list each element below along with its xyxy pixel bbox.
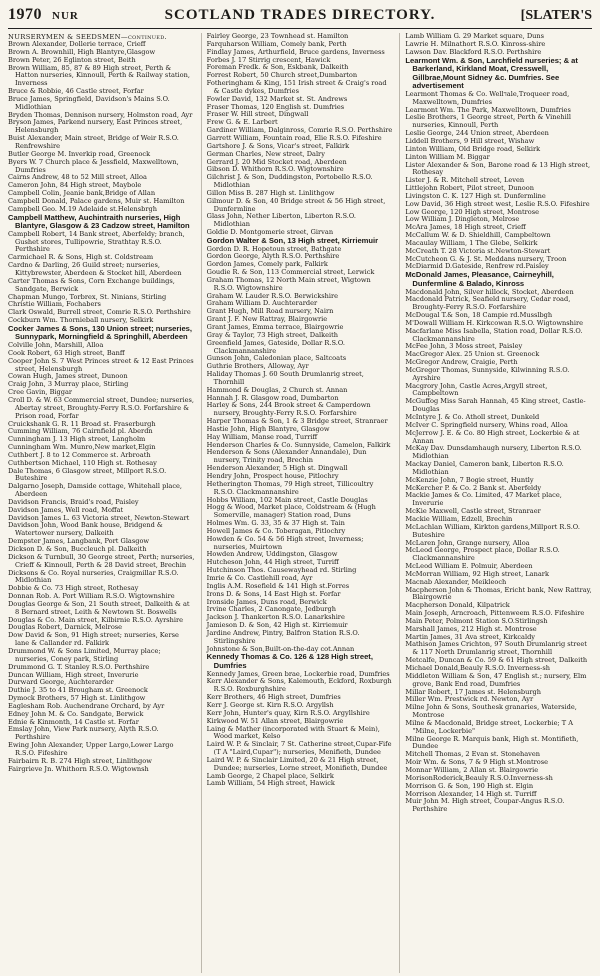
directory-entry: M'Dowall William H. Kirkcowan R.S.O. Wigtownshire xyxy=(405,318,584,327)
directory-entry: Monnar William, 2 Allan st. Blairgowrie xyxy=(405,765,539,774)
directory-entry: Imrie & Co. Castlehill road, Ayr xyxy=(206,573,313,582)
directory-entry: Jardine Andrew, Pintry, Balfron Station R.S.O. Stirlingshire xyxy=(206,628,360,645)
directory-entry: Johnstone & Son,Built-on-the-day cot.Annan xyxy=(206,644,355,653)
directory-entry: Learmont Wm. & Son, Larchfield nurseries; & at Barkerland, Kirkland Moat, Cresswell, Gillbrae,Mount Sidney &c. Dumfries. See advertisement xyxy=(405,55,578,91)
directory-entry: Marshall James, 212 High st. Montrose xyxy=(405,624,537,633)
directory-entry: Fairley George, 23 Townhead st. Hamilton xyxy=(206,33,349,40)
directory-entry: Goldie D. Montgomerie street, Girvan xyxy=(206,228,334,237)
directory-entry: Davidson John, Wood Bank house, Bridgend & Watertower nursery, Dalkeith xyxy=(8,521,163,538)
directory-entry: Leslie Brothers, 1 George street, Perth & Vinehill nurseries, Kinnoull, Perth xyxy=(405,113,571,130)
directory-entry: Cockburn Wm. Thornieball nursery, Selkirk xyxy=(8,316,154,325)
directory-entry: Gordon George, Alyth R.S.O. Perthshire xyxy=(206,252,340,261)
directory-entry: McIntyre J. & Co. Atholl street, Dunkeld xyxy=(405,413,540,421)
directory-entry: Macpherson John & Thomas, Ericht bank, New Rattray, Blairgowrie xyxy=(405,585,592,602)
directory-entry: Jackson J. Thankerton R.S.O. Lanarkshire xyxy=(206,613,345,622)
directory-entry: Greenfield James, Gateside, Dollar R.S.O. Clackmannanshire xyxy=(206,338,345,355)
directory-entry: Millar Robert, 17 James st. Helensburgh xyxy=(405,687,541,696)
directory-entry: Kirkwood W. 51 Allan street, Blairgowrie xyxy=(206,716,344,725)
directory-entry: McLaren John, Grange nursery, Alloa xyxy=(405,538,530,547)
directory-entry: Brown Peter, 26 Eglinton street, Beith xyxy=(8,55,136,64)
directory-entry: Morrison G. & Son, 190 High st. Elgin xyxy=(405,781,534,790)
directory-entry: McMorran William, 92 High street, Lanark xyxy=(405,569,549,578)
directory-entry: Macaulay William, 1 The Glebe, Selkirk xyxy=(405,238,538,247)
directory-entry: Davidson James, Well road, Moffat xyxy=(8,505,124,514)
directory-entry: Hobbs William, 102 Main street, Castle Douglas xyxy=(206,495,368,504)
directory-entry: Gilchrist J. & Son, Duddingston, Portobello R.S.O. Midlothian xyxy=(206,173,373,190)
directory-entry: Learmont Thomas & Co. Wellדale,Troqueer road, Maxwelltown, Dumfries xyxy=(405,89,570,106)
directory-entry: Lamb William, 54 High street, Hawick xyxy=(206,779,335,788)
directory-entry: Gordon James, Comely park, Falkirk xyxy=(206,260,328,269)
directory-entry: Leslie George, 244 Union street, Aberdeen xyxy=(405,129,549,138)
directory-entry: Christie William, Fochabers xyxy=(8,300,101,309)
directory-entry: Kennedy James, Green brae, Lockerbie road, Dumfries xyxy=(206,669,390,678)
directory-entry: Michael Donald,Beauly R.S.O. Inverness-sh xyxy=(405,664,550,672)
directory-entry: Cree Gavin, Biggar xyxy=(8,388,73,397)
directory-entry: McDiarmid D.Gateside, Renfrew rd.Paisley xyxy=(405,262,549,271)
directory-entry: Harper Thomas & Son, 1 & 3 Bridge street, Stranraer xyxy=(206,417,388,426)
page-number-block xyxy=(8,6,118,24)
directory-entry: Hendry John, Prospect house, Pitlochry xyxy=(206,472,339,480)
directory-entry: Dobbie & Co. 73 High street, Rothesay xyxy=(8,584,139,593)
directory-entry: Campbell Matthew, Auchintraith nurseries, High Blantyre, Glasgow & 23 Cadzow street, Hamilton xyxy=(8,212,190,231)
directory-entry: Fairgrieve Jn. Whithorn R.S.O. Wigtownsh xyxy=(8,764,149,773)
directory-entry: Low David, 36 High street west, Leslie R.S.O. Fifeshire xyxy=(405,199,590,208)
directory-entry: Liddell Brothers, 9 Hill street, Wishaw xyxy=(405,136,535,145)
directory-entry: MorisonRoderick,Beauly R.S.O.Inverness-sh xyxy=(405,773,553,782)
directory-entry: Holmes Wm. G. 33, 35 & 37 High st. Tain xyxy=(206,519,345,528)
directory-entry: Grant J. F. New Rattray, Blairgowrie xyxy=(206,315,328,324)
directory-entry: Cameron John, 84 High street, Maybole xyxy=(8,181,142,190)
directory-entry: Lister Alexander & Son, Barone road & 13 High street, Rothesay xyxy=(405,160,591,177)
page-header xyxy=(8,6,592,29)
directory-entry: Macnab Alexander, Meikleoch xyxy=(405,577,507,586)
directory-entry: McFee John, 3 Moss street, Paisley xyxy=(405,342,523,351)
directory-entry: Irons D. & Sons, 14 East High st. Forfar xyxy=(206,589,341,598)
directory-entry: Macdonald Patrick, Seafield nursery, Cedar road, Broughty-Ferry R.S.O. Forfarshire xyxy=(405,295,571,312)
page-title: SCOTLAND TRADES DIRECTORY. xyxy=(164,7,436,23)
directory-entry: Fairbairn R. B. 274 High street, Linlithgow xyxy=(8,756,152,765)
directory-entry: Lawson Dav. Blackford R.S.O. Perthshire xyxy=(405,47,542,56)
directory-entry: Gillon Miss B. 287 High st. Linlithgow xyxy=(206,188,335,197)
directory-entry: Irvine Charles, 2 Canongate, Jedburgh xyxy=(206,605,336,614)
section-abbrev: NUR xyxy=(52,10,79,22)
directory-entry: Hogg & Wood, Market place, Coldstream & (Hugh Somerville, manager) Station road, Duns xyxy=(206,503,376,520)
directory-entry: Laird W. P. & Sinclair Limited, 20 & 21 High street, Dundee; nurseries, Lorne street, Monifieth, Dundee xyxy=(206,755,388,772)
directory-entry: Lister J. & R. Mitchell street, Leven xyxy=(405,176,525,185)
publisher-mark: [SLATER'S xyxy=(520,8,592,23)
directory-entry: McKay Dav. Dunsdamhaugh nursery, Liberton R.S.O. Midlothian xyxy=(405,444,582,461)
directory-entry: Douglas George & Son, 21 South street, Dalkeith & at 8 Bernard street, Leith & Newtown St. Boswells xyxy=(8,599,190,616)
directory-entry: Cook Robert, 63 High street, Banff xyxy=(8,348,125,357)
directory-entry: Macgrory John, Castle Acres,Argyll street, Campbeltown xyxy=(405,381,548,398)
directory-entry: Forrest Robert, 50 Church street,Dumbarton xyxy=(206,71,358,80)
directory-entry: Lamb George, 2 Chapel place, Selkirk xyxy=(206,771,334,780)
directory-entry: Duthie J. 35 to 41 Brougham st. Greenock xyxy=(8,686,148,695)
directory-entry: Campbell Geo. M.19 Adelaide st.Helensbrgh xyxy=(8,204,157,213)
listing-columns xyxy=(8,33,592,973)
directory-entry: Linton William, Old Bridge road, Selkirk xyxy=(405,144,541,153)
directory-entry: Cocker James & Sons, 130 Union street; nurseries, Sunnypark, Morningfield & Springhill, Aberdeen xyxy=(8,323,193,342)
directory-entry: McGregor Andrew, Craigie, Perth xyxy=(405,358,518,367)
directory-entry: Morrison Alexander, 14 High st. Turriff xyxy=(405,789,537,798)
directory-entry: Guthrie Brothers, Alloway, Ayr xyxy=(206,362,309,371)
directory-entry: Mackay Daniel, Cameron bank, Liberton R.S.O. Midlothian xyxy=(405,460,564,476)
directory-entry: McDougal T.& Son, 18 Campie rd.Musslbgh xyxy=(405,311,553,320)
directory-entry: McKie Maxwell, Castle street, Stranraer xyxy=(405,507,541,516)
directory-entry: Graham W. Lauder R.S.O. Berwickshire xyxy=(206,291,339,300)
directory-entry: Cuthbertson Michael, 110 High st. Rothesay xyxy=(8,458,157,467)
directory-entry: Donnan Rob. A. Port William R.S.O. Wigtownshire xyxy=(8,592,175,601)
directory-entry: German Charles, New street, Dalry xyxy=(206,149,325,158)
directory-entry: Gibson D. Whithorn R.S.O. Wigtownshire xyxy=(206,165,344,174)
directory-entry: Forbes J. 17 Stirrig crescent, Hawick xyxy=(206,55,331,64)
directory-entry: Eaglesham Rob. Auchendrane Orchard, by Ayr xyxy=(8,701,165,710)
directory-entry: Dickson D. & Son, Buccleuch pl. Dalkeith xyxy=(8,545,147,553)
directory-entry: Cruickshank G. R. 11 Broad st. Fraserburgh xyxy=(8,419,156,428)
directory-entry: Macpherson Donald, Kilpatrick xyxy=(405,601,510,610)
directory-entry: Fraser W. Hill street, Dingwall xyxy=(206,110,309,119)
page-number: 1970 xyxy=(8,6,42,23)
directory-entry: Laird W. P. & Sinclair, 7 St. Catherine street,Cupar-Fife (T A "Laird,Cupar"); nurseries, Menifieth, Dundee xyxy=(206,740,392,757)
directory-entry: Chapman Mungo, Torbrex, St. Ninians, Stirling xyxy=(8,292,167,301)
directory-entry: McLeod George, Prospect place, Dollar R.S.O. Clackmannanshire xyxy=(405,546,560,563)
directory-entry: MacGregor Alex. 25 Union st. Greenock xyxy=(405,350,540,359)
directory-entry: Cunningham Wm. Munro,New market,Elgin xyxy=(8,443,156,452)
directory-entry: Grant Hugh, Mill Road nursery, Nairn xyxy=(206,307,334,316)
directory-entry: Kerr Alexander & Sons, Kalemouth, Eckford, Roxburgh R.S.O. Roxburghshire xyxy=(206,677,392,694)
directory-entry: Hay William, Manse road, Turriff xyxy=(206,432,318,441)
directory-entry: Hutcheson John, 44 High street, Turriff xyxy=(206,558,339,567)
directory-entry: Cardno & Darling, 26 Guild street; nurseries, Kittybrewster, Aberdeen & Stocket hill, Aberdeen xyxy=(8,261,182,277)
directory-entry: Durward George, Auchterarder xyxy=(8,678,114,687)
directory-entry: McDonald James, Pleasance, Cairneyhill, Dunfermline & Balado, Kinross xyxy=(405,270,554,288)
directory-entry: Howden Andrew, Uddingston, Glasgow xyxy=(206,550,338,559)
directory-entry: Moir Wm. & Sons, 7 & 9 High st.Montrose xyxy=(405,758,549,767)
directory-entry: Drummond G. T. Stanley R.S.O. Perthshire xyxy=(8,662,150,671)
directory-entry: Henderson Alexander, 5 High st. Dingwall xyxy=(206,464,348,473)
directory-entry: Bruce James, Springfield, Davidson's Mains S.O. Midlothian xyxy=(8,94,170,111)
directory-entry: McLachlan William, Kirkton gardens,Millport R.S.O. Buteshire xyxy=(405,522,580,539)
directory-entry: Goudie R. & Son, 113 Commercial street, Lerwick xyxy=(206,268,375,277)
directory-entry: McGuffog Miss Sarah Hannah, 45 King street, Castle-Douglas xyxy=(405,397,586,414)
directory-entry: Dempster James, Langbank, Port Glasgow xyxy=(8,537,150,546)
directory-entry: Lamb William G. 29 Market square, Duns xyxy=(405,33,544,40)
directory-entry: McCallum W. & D. Shieldhill, Campbeltown xyxy=(405,231,551,240)
directory-entry: Carter Thomas & Sons, Corn Exchange buildings, Sandgate, Berwick xyxy=(8,276,175,293)
directory-entry: McKercher P. & Co. 2 Bank st. Aberfeldy xyxy=(405,483,542,492)
directory-entry: Learmont Wm. The Park, Maxwelltown, Dumfries xyxy=(405,105,571,114)
directory-entry: Gilmour D. & Son, 40 Bridge street & 56 High street, Dunfermline xyxy=(206,196,386,213)
directory-entry: Garrett William, Fountain road, Elie R.S.O. Fifeshire xyxy=(206,133,382,142)
directory-entry: Gordon Walter & Son, 13 High street, Kirriemuir xyxy=(206,235,379,245)
directory-entry: Henderson & Sons (Alexander Annandale), Dun nursery, Trinity road, Brechin xyxy=(206,448,367,465)
directory-entry: Kennedy Thomas & Co. 126 & 128 High street, Dumfries xyxy=(206,652,373,670)
directory-entry: Byers W. 7 Church place & Jessfield, Maxwelltown, Dumfries xyxy=(8,157,179,174)
directory-entry: Mackie William, Edzell, Brechin xyxy=(405,514,513,523)
directory-entry: McCreath T. 28 Victoria st.Newton-Stewart xyxy=(405,246,551,255)
directory-entry: Milne John & Sons, Southesk granaries, Waterside, Montrose xyxy=(405,703,577,720)
directory-entry: Dymock Brothers, 57 High st. Linlithgow xyxy=(8,694,146,703)
directory-entry: Macdonald John, Silver hillock, Stocket, Aberdeen xyxy=(405,287,574,296)
directory-entry: Campbell Donald, Palace gardens, Muir st. Hamilton xyxy=(8,196,185,205)
directory-entry: Lawrie H. Milnathort R.S.O. Kinross-shire xyxy=(405,39,546,48)
directory-entry: Butler George M. Inverkip road, Greenock xyxy=(8,149,151,158)
directory-entry: Milne & Macdonald, Bridge street, Lockerbie; T A "Milne, Lockerbie" xyxy=(405,718,574,735)
directory-entry: McCutcheon G. & J. St. Meddans nursery, Troon xyxy=(405,254,567,263)
directory-entry: Bruce & Robbie, 46 Castle street, Forfar xyxy=(8,87,144,96)
directory-entry: Kerr Brothers, 46 High street, Dumfries xyxy=(206,693,341,702)
directory-entry: Kerr J. George st. Kirn R.S.O. Argyllsh xyxy=(206,700,334,709)
directory-entry: Main Peter, Polmont Station S.O.Stirlingsh xyxy=(405,616,548,625)
section-heading: NURSERYMEN & SEEDSMEN—continued. xyxy=(8,33,168,41)
directory-entry: Glass John, Nether Liberton, Liberton R.S.O. Midlothian xyxy=(206,212,356,229)
directory-entry: Douglas & Co. Main street, Kilbirnie R.S.O. Ayrshire xyxy=(8,615,184,624)
directory-entry: Graham William D. Auchterarder xyxy=(206,299,318,308)
directory-entry: Harley & Sons, 244 Brook street & Camperdown nursery, Broughty-Ferry R.S.O. Forfarshire xyxy=(206,401,371,418)
directory-entry: Dalgarno Joseph, Damside cottage, Whitehall place, Aberdeen xyxy=(8,482,183,499)
directory-entry: Cumming William, 76 Cairnfield pl. Aberdn xyxy=(8,427,153,436)
directory-entry: Foreman Fredk. & Son, Eskbank, Dalkeith xyxy=(206,63,349,72)
directory-entry: Henderson Charles & Co. Sunnyside, Camelon, Falkirk xyxy=(206,440,391,449)
directory-entry: Gray & Taylor, 73 High street, Dalkeith xyxy=(206,330,339,339)
directory-entry: Bryden Thomas, Dennison nursery, Holmston road, Ayr xyxy=(8,110,193,119)
directory-entry: Ednie & Kinmonth, 14 Castle st. Forfar xyxy=(8,717,139,726)
directory-entry: Gunson John, Caledonian place, Saltcoats xyxy=(206,354,347,363)
directory-entry: Gordon D. R. Hopetoun street, Bathgate xyxy=(206,244,342,253)
directory-entry: Campbell Colin, Jeanie bank,Bridge of Allan xyxy=(8,189,156,198)
directory-entry: Main Joseph, Arncroach, Pittenweem R.S.O. Fifeshire xyxy=(405,609,585,618)
directory-entry: Hutchinson Thos. Causewayhead rd. Stirling xyxy=(206,566,357,575)
directory-entry: Ewing John Alexander, Upper Largo,Lower Largo R.S.O. Fifeshire xyxy=(8,741,174,757)
directory-entry: Hastie John, High Blantyre, Glasgow xyxy=(206,424,330,433)
directory-entry: Graham Thomas, 12 North Main street, Wigtown R.S.O. Wigtownshire xyxy=(206,275,371,292)
directory-entry: Cowan Hugh, James street, Dunoon xyxy=(8,372,128,381)
directory-entry: Farquharson William, Comely bank, Perth xyxy=(206,39,347,48)
directory-entry: Buist Alexander, Main street, Bridge of Weir R.S.O. Renfrewshire xyxy=(8,134,179,150)
directory-entry: Bryson James, Parkend nursery, East Princes street, Helensburgh xyxy=(8,118,183,135)
directory-entry: Hannah J. R. Glasgow road, Dumbarton xyxy=(206,393,339,402)
column-2 xyxy=(201,33,394,973)
directory-entry: Miller Wm. Prestwick rd. Newton, Ayr xyxy=(405,695,534,704)
directory-entry: Drummond W. & Sons Limited, Murray place; nurseries, Coney park, Stirling xyxy=(8,646,161,663)
directory-entry: Fowler David, 132 Market st. St. Andrews xyxy=(206,94,348,103)
directory-entry: Mathison James Crichton, 97 South Drumlanrig street & 117 North Drumlanrig street, Thornhill xyxy=(405,640,587,657)
directory-entry: Howden & Co. 54 & 56 High street, Inverness; nurseries, Muirtown xyxy=(206,534,364,551)
directory-entry: Kerr John, Hunter's quay, Kirn R.S.O. Argyllshire xyxy=(206,708,370,717)
directory-entry: Dale Thomas, 6 Glasgow street, Millport R.S.O. Buteshire xyxy=(8,466,167,483)
directory-entry: Cunningham J. 13 High street, Langholm xyxy=(8,435,146,444)
directory-entry: Mitchell Thomas, 2 Evan st. Stonehaven xyxy=(405,750,541,759)
directory-entry: Duncan William, High street, Inverurie xyxy=(8,670,139,679)
directory-entry: Edney John M. & Co. Sandgate, Berwick xyxy=(8,709,144,718)
directory-entry: Dow David & Son, 91 High street; nurseries, Kerse lane & Callander rd. Falkirk xyxy=(8,631,179,648)
directory-entry: Brown A. Brownhill, High Blantyre,Glasgow xyxy=(8,47,156,56)
directory-entry: Fotheringham & King, 151 Irish street & Craig's road & Castle dykes, Dumfries xyxy=(206,79,387,95)
directory-entry: Middleton William & Son, 47 English st.; nursery, Elm grove, Bank End road, Dumfries xyxy=(405,671,587,688)
directory-entry: Craig John, 3 Murray place, Stirling xyxy=(8,380,129,389)
directory-entry: Macfarlane Miss Isabella, Station road, Dollar R.S.O. Clackmannanshire xyxy=(405,326,583,343)
directory-entry: Campbell Robert, 14 Bank street, Aberfeldy; branch, Gushet stores, Tullipowrie, Strathtay R.S.O. Perthshire xyxy=(8,229,185,254)
directory-entry: Dickson & Turnbull, 30 George street, Perth; nurseries, Crieff & Kinnoull, Perth & 28 David street, Brechin xyxy=(8,552,195,569)
directory-entry: McKenzie John, 7 Bogie street, Huntly xyxy=(405,475,534,484)
directory-entry: Muir John M. High street, Coupar-Angus R.S.O. Perthshire xyxy=(405,797,565,814)
directory-entry: Frew G. & E. Larbert xyxy=(206,118,278,127)
directory-entry: Low George, 120 High street, Montrose xyxy=(405,207,539,216)
column-3 xyxy=(399,33,592,973)
directory-entry: Howell James & Co. Toberagan, Pitlochry xyxy=(206,526,346,535)
directory-entry: Cairns Andrew, 48 to 52 Mill street, Alloa xyxy=(8,173,147,182)
directory-entry: Jamieson D. & Son, 42 High st. Kirriemuir xyxy=(206,621,348,630)
directory-entry: Hammond & Douglas, 2 Church st. Annan xyxy=(206,385,348,394)
directory-entry: Gerrard J. 20 Mid Stocket road, Aberdeen xyxy=(206,157,347,166)
directory-entry: McLeod William E. Polmuir, Aberdeen xyxy=(405,562,533,571)
directory-entry: Milne George R. Marquis bank, High st. Montifieth, Dundee xyxy=(405,734,579,751)
directory-entry: Gartshore J. & Sons, Vicar's street, Falkirk xyxy=(206,141,350,150)
directory-entry: Gardiner William, Dalginross, Comrie R.S.O. Perthshire xyxy=(206,126,393,135)
directory-entry: Hetherington Thomas, 79 High street, Tillicoultry R.S.O. Clackmannanshire xyxy=(206,479,374,496)
directory-entry: Livingston C. K. 127 High st. Dunfermline xyxy=(405,191,546,200)
directory-entry: Haliday Thomas J. 60 South Drumlanrig street, Thornhill xyxy=(206,370,364,386)
directory-entry: Carmichael R. & Sons, High st. Coldstream xyxy=(8,253,154,262)
directory-entry: McJerrow J. E. & Co. 80 High street, Lockerbie & at Annan xyxy=(405,428,580,445)
directory-entry: McIver C. Springfield nursery, Whins road, Alloa xyxy=(405,420,568,429)
directory-entry: Martin James, 31 Ava street, Kirkcaldy xyxy=(405,632,536,641)
directory-entry: Douglas Robert, Darnick, Melrose xyxy=(8,623,123,632)
directory-entry: Ironside James, Duns road, Berwick xyxy=(206,597,327,606)
directory-entry: Clark Oswald, Burrell street, Comrie R.S.O. Perthshire xyxy=(8,308,191,317)
directory-entry: Mackie James & Co. Limited, 47 Market place, Inverurie xyxy=(405,491,562,508)
directory-entry: Davidson Francis, Braid's road, Paisley xyxy=(8,497,139,506)
column-1 xyxy=(8,33,195,973)
directory-entry: Littlejohn Robert, Pilot street, Dunoon xyxy=(405,184,534,193)
directory-entry: Dicksons & Co. Royal nurseries, Craigmillar R.S.O. Midlothian xyxy=(8,568,179,585)
directory-entry: Laing & Mather (incorporated with Stuart & Mein), Wood market, Kelso xyxy=(206,724,380,741)
directory-entry: McAra James, 18 High street, Crieff xyxy=(405,223,526,232)
directory-entry: Linton William M. Biggar xyxy=(405,152,490,161)
directory-entry: Inglis A.M. Rosefield & 141 High st.Forres xyxy=(206,581,350,590)
directory-entry: Emslay John, View Park nursery, Alyth R.S.O. Perthshire xyxy=(8,725,159,742)
directory-entry: Brown Alexander, Dollerie terrace, Crieff xyxy=(8,40,146,48)
directory-entry: Brown William, 85, 87 & 89 High street, Perth & Hatton nurseries, Kinnoull, Perth & Railway station, Inverness xyxy=(8,63,190,88)
directory-entry: Croll D. & W. 63 Commercial street, Dundee; nurseries, Abertay street, Broughty-Ferry R.S.O. Forfarshire & Prison road, Forfar xyxy=(8,395,195,420)
directory-entry: Grant James, Emma terrace, Blairgowrie xyxy=(206,322,344,331)
directory-entry: Metcalfe, Duncan & Co. 59 & 61 High street, Dalkeith xyxy=(405,656,588,665)
directory-entry: Cuthbert J. 8 to 12 Commerce st. Arbroath xyxy=(8,450,151,459)
directory-entry: Colville John, Marshill, Alloa xyxy=(8,341,104,350)
directory-entry: Fraser Thomas, 120 English st. Dumfries xyxy=(206,102,345,111)
directory-entry: Cooper John S. 7 West Princes street & 12 East Princes street, Helensburgh xyxy=(8,356,194,373)
directory-entry: Low William J. Dingleton, Melrose xyxy=(405,215,520,224)
directory-entry: Davidson James L. 63 Victoria street, Newton-Stewart xyxy=(8,513,190,522)
directory-entry: Findlay James, Arthurfield, Bruce gardens, Inverness xyxy=(206,47,385,56)
directory-entry: McGregor Thomas, Sunnyside, Kilwinning R.S.O. Ayrshire xyxy=(405,365,570,382)
